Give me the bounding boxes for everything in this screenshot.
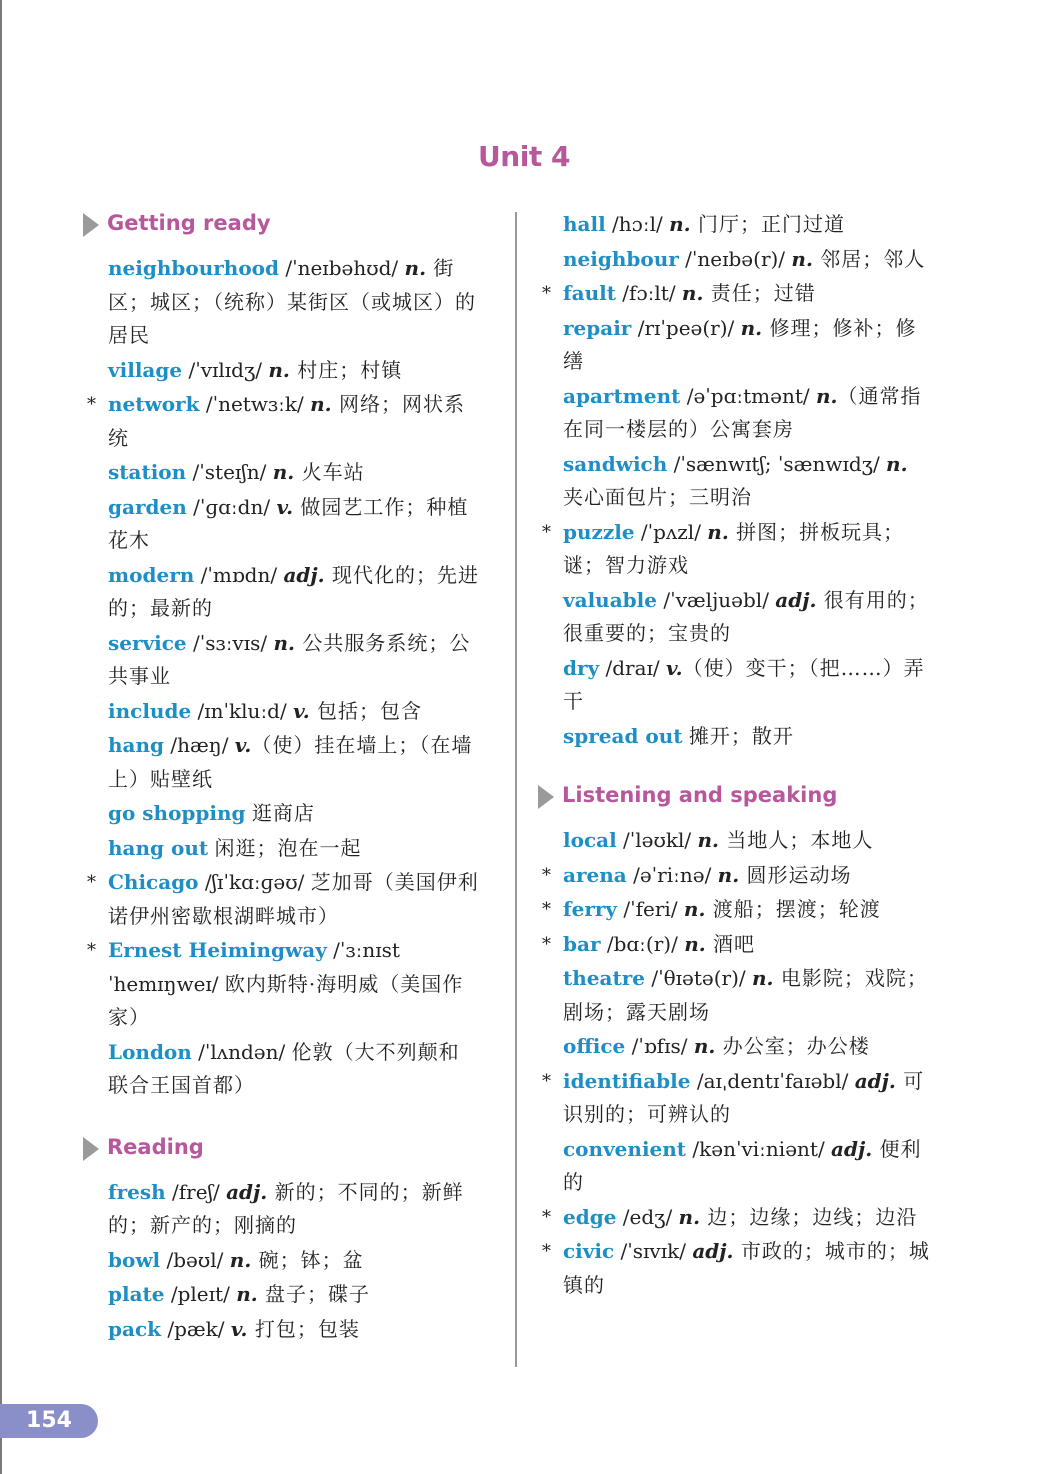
part-of-speech: n. xyxy=(684,931,706,956)
vocab-word: hall xyxy=(563,212,606,236)
page-number: 154 xyxy=(0,1404,98,1438)
key-word-star-icon: * xyxy=(542,933,551,955)
vocab-word: edge xyxy=(563,1204,617,1229)
pronunciation: /pæk/ xyxy=(160,1316,231,1341)
chinese-meaning: （通常指在同一楼层的）公寓套房 xyxy=(563,383,922,441)
key-word-star-icon: * xyxy=(542,283,551,304)
vocab-word: neighbourhood xyxy=(108,256,279,280)
chinese-meaning: 网络；网状系统 xyxy=(108,392,465,450)
vocab-word: local xyxy=(563,828,617,852)
chinese-meaning: 边；边缘；边线；边沿 xyxy=(700,1204,918,1229)
vocab-entry xyxy=(80,559,480,626)
vocab-word: garden xyxy=(108,494,187,519)
vocab-entry xyxy=(535,928,935,962)
chinese-meaning: 打包；包装 xyxy=(247,1316,360,1341)
vocab-entry xyxy=(535,312,935,379)
vocab-word: fresh xyxy=(108,1179,166,1204)
pronunciation: /rɪˈpeə(r)/ xyxy=(631,315,741,340)
part-of-speech: n. xyxy=(751,966,774,990)
vocab-entry xyxy=(80,491,480,558)
vocab-entry xyxy=(535,584,935,651)
part-of-speech: n. xyxy=(236,1282,258,1306)
vocab-entry xyxy=(535,243,935,277)
pronunciation: /ˈneɪbəhʊd/ xyxy=(279,256,405,280)
key-word-star-icon: * xyxy=(87,940,96,961)
chinese-meaning: 碗；钵；盆 xyxy=(251,1247,364,1272)
part-of-speech: n. xyxy=(268,357,290,382)
part-of-speech: v. xyxy=(234,733,252,757)
section-header-listening-speaking xyxy=(535,782,935,812)
chinese-meaning: 邻居；邻人 xyxy=(812,246,926,271)
part-of-speech: n. xyxy=(717,862,740,887)
chinese-meaning: 现代化的；先进的；最新的 xyxy=(108,562,479,620)
part-of-speech: v. xyxy=(293,698,310,723)
part-of-speech: n. xyxy=(669,212,691,236)
vocab-entry xyxy=(535,277,935,311)
chinese-meaning: 火车站 xyxy=(294,460,365,484)
chinese-meaning: 门厅；正门过道 xyxy=(690,212,845,236)
key-word-star-icon: * xyxy=(542,1206,551,1228)
chinese-meaning: 办公室；办公楼 xyxy=(715,1034,870,1058)
vocab-word: apartment xyxy=(563,383,681,408)
chinese-meaning: 公共服务系统；公共事业 xyxy=(108,630,471,688)
pronunciation: /edʒ/ xyxy=(616,1204,679,1229)
pronunciation: /ˈvɪlɪdʒ/ xyxy=(182,357,269,382)
part-of-speech: adj. xyxy=(226,1179,268,1204)
key-word-star-icon: * xyxy=(542,1241,551,1262)
vocab-entry xyxy=(535,824,935,858)
vocab-word: office xyxy=(563,1034,626,1058)
part-of-speech: n. xyxy=(229,1247,252,1272)
vocab-word: theatre xyxy=(563,966,645,990)
vocab-entry xyxy=(80,388,480,455)
chinese-meaning: 可识别的；可辨认的 xyxy=(563,1068,925,1126)
vocab-entry xyxy=(80,1036,480,1103)
section-header-reading xyxy=(80,1134,480,1164)
part-of-speech: n. xyxy=(683,897,706,921)
vocab-word: dry xyxy=(563,655,600,680)
chinese-meaning: 包括；包含 xyxy=(309,698,423,723)
triangle-bullet-icon xyxy=(83,1137,99,1161)
part-of-speech: n. xyxy=(815,383,838,408)
chinese-meaning: 伦敦（大不列颠和联合王国首都） xyxy=(108,1039,460,1097)
part-of-speech: adj. xyxy=(692,1239,734,1263)
section-title: Listening and speaking xyxy=(562,783,838,807)
vocab-entry xyxy=(80,866,480,933)
chinese-meaning: 责任；过错 xyxy=(703,281,816,305)
chinese-meaning: 渡船；摆渡；轮渡 xyxy=(705,897,881,921)
part-of-speech: n. xyxy=(740,315,763,340)
vocab-word: Ernest Heimingway xyxy=(108,938,327,962)
vocab-entry xyxy=(80,627,480,694)
vocab-entry xyxy=(80,456,480,490)
chinese-meaning: 当地人；本地人 xyxy=(719,828,874,852)
chinese-meaning: 夹心面包片；三明治 xyxy=(563,485,752,509)
part-of-speech: n. xyxy=(273,630,295,655)
chinese-meaning: 村庄；村镇 xyxy=(289,357,403,382)
pronunciation: /kənˈviːniənt/ xyxy=(686,1136,832,1161)
pronunciation: /ˈθɪətə(r)/ xyxy=(644,966,752,990)
vocab-entry xyxy=(80,252,480,353)
vocab-list-reading xyxy=(80,1176,480,1347)
vocab-entry xyxy=(80,1176,480,1243)
key-word-star-icon: * xyxy=(542,899,551,920)
chinese-meaning: 摊开；散开 xyxy=(688,723,794,748)
pronunciation: /hɔːl/ xyxy=(605,212,670,236)
part-of-speech: n. xyxy=(310,392,332,416)
chinese-meaning: 盘子；碟子 xyxy=(257,1282,371,1306)
page-frame-edge xyxy=(0,0,2,1474)
part-of-speech: n. xyxy=(678,1204,701,1229)
pronunciation: /ˈpʌzl/ xyxy=(634,519,708,544)
vocab-entry xyxy=(80,934,480,1035)
part-of-speech: n. xyxy=(272,460,295,484)
vocab-word: civic xyxy=(563,1239,615,1263)
chinese-meaning: 圆形运动场 xyxy=(739,862,852,887)
pronunciation: /əˈriːnə/ xyxy=(626,862,718,887)
part-of-speech: adj. xyxy=(854,1068,896,1093)
chinese-meaning: 市政的；城市的；城镇的 xyxy=(563,1239,930,1297)
part-of-speech: v. xyxy=(666,655,683,680)
chinese-meaning: 闲逛；泡在一起 xyxy=(214,835,362,860)
triangle-bullet-icon xyxy=(538,785,554,809)
part-of-speech: adj. xyxy=(283,562,325,587)
right-column xyxy=(535,208,935,1303)
vocab-word: London xyxy=(108,1039,192,1064)
chinese-meaning: （使）变干；（把……）弄干 xyxy=(563,655,925,713)
chinese-meaning: 逛商店 xyxy=(251,801,315,825)
key-word-star-icon: * xyxy=(87,872,96,893)
pronunciation: /əˈpɑːtmənt/ xyxy=(680,383,816,408)
column-divider xyxy=(515,212,517,1367)
vocab-entry xyxy=(535,859,935,893)
pronunciation: /draɪ/ xyxy=(599,655,667,680)
part-of-speech: n. xyxy=(886,451,908,476)
vocab-entry xyxy=(80,695,480,729)
vocab-entry xyxy=(535,1235,935,1302)
vocab-entry xyxy=(535,962,935,1029)
pronunciation: /pleɪt/ xyxy=(164,1282,237,1306)
pronunciation: /ˈləʊkl/ xyxy=(616,828,698,852)
vocab-word: go shopping xyxy=(108,801,246,825)
section-title: Reading xyxy=(107,1134,204,1159)
part-of-speech: v. xyxy=(230,1316,248,1341)
vocab-entry xyxy=(535,652,935,719)
chinese-meaning: 做园艺工作；种植花木 xyxy=(108,494,469,552)
pronunciation: /ˈlʌndən/ xyxy=(191,1039,292,1064)
vocab-entry xyxy=(535,448,935,515)
key-word-star-icon: * xyxy=(542,864,551,886)
pronunciation: /ˈnetwɜːk/ xyxy=(199,392,311,416)
vocab-entry xyxy=(535,208,935,242)
triangle-bullet-icon xyxy=(83,213,99,237)
vocab-word: station xyxy=(108,460,187,484)
section-title: Getting ready xyxy=(107,211,271,235)
chinese-meaning: 芝加哥（美国伊利诺伊州密歇根湖畔城市） xyxy=(108,870,479,928)
vocab-word: fault xyxy=(563,281,616,305)
vocab-word: neighbour xyxy=(563,246,679,271)
pronunciation: /ˈferi/ xyxy=(617,897,684,921)
vocab-word: valuable xyxy=(563,587,657,612)
vocab-entry xyxy=(535,1201,935,1235)
vocab-word: convenient xyxy=(563,1136,687,1161)
vocab-entry xyxy=(80,1313,480,1347)
pronunciation: /ˈsteɪʃn/ xyxy=(186,460,273,484)
vocab-entry xyxy=(80,729,480,796)
vocab-word: ferry xyxy=(563,897,618,921)
vocab-entry xyxy=(535,516,935,583)
chinese-meaning: 欧内斯特·海明威（美国作家） xyxy=(108,971,464,1029)
part-of-speech: n. xyxy=(791,246,813,271)
vocab-entry xyxy=(80,354,480,388)
part-of-speech: n. xyxy=(693,1034,716,1058)
pronunciation: /freʃ/ xyxy=(165,1179,227,1204)
part-of-speech: n. xyxy=(404,256,427,280)
pronunciation: /ˈɒfɪs/ xyxy=(625,1034,694,1058)
vocab-word: puzzle xyxy=(563,519,635,544)
vocab-entry xyxy=(535,1030,935,1064)
vocab-word: hang out xyxy=(108,835,209,860)
vocab-entry xyxy=(535,893,935,927)
vocab-entry xyxy=(535,720,935,754)
pronunciation: /ˈneɪbə(r)/ xyxy=(678,246,792,271)
vocab-entry xyxy=(80,1244,480,1278)
vocab-word: repair xyxy=(563,315,632,340)
pronunciation: /ˈmɒdn/ xyxy=(194,562,284,587)
vocab-word: hang xyxy=(108,733,165,757)
vocab-entry xyxy=(80,797,480,831)
unit-title: Unit 4 xyxy=(478,140,570,173)
chinese-meaning: 便利的 xyxy=(563,1136,922,1194)
chinese-meaning: 酒吧 xyxy=(705,931,756,956)
vocab-word: identifiable xyxy=(563,1068,691,1093)
vocab-word: service xyxy=(108,630,187,655)
pronunciation: /ˈɜːnɪst ˈhemɪŋweɪ/ xyxy=(108,938,400,996)
pronunciation: /ˈɡɑːdn/ xyxy=(186,494,277,519)
vocab-word: arena xyxy=(563,862,627,887)
pronunciation: /ˈvæljuəbl/ xyxy=(656,587,776,612)
part-of-speech: v. xyxy=(276,494,294,519)
chinese-meaning: （使）挂在墙上；（在墙上）贴壁纸 xyxy=(108,733,473,791)
vocab-entry xyxy=(535,380,935,447)
vocab-word: bowl xyxy=(108,1247,161,1272)
key-word-star-icon: * xyxy=(542,521,551,543)
vocab-word: network xyxy=(108,392,200,416)
vocab-entry xyxy=(535,1133,935,1200)
key-word-star-icon: * xyxy=(542,1070,551,1092)
key-word-star-icon: * xyxy=(87,394,96,415)
left-column xyxy=(80,210,480,1347)
part-of-speech: n. xyxy=(697,828,720,852)
part-of-speech: adj. xyxy=(775,587,817,612)
pronunciation: /ˈsænwɪtʃ; ˈsænwɪdʒ/ xyxy=(667,451,887,476)
pronunciation: /hæŋ/ xyxy=(164,733,235,757)
vocab-word: village xyxy=(108,357,183,382)
pronunciation: /aɪˌdentɪˈfaɪəbl/ xyxy=(690,1068,855,1093)
vocab-word: pack xyxy=(108,1316,161,1341)
chinese-meaning: 电影院；戏院；剧场；露天剧场 xyxy=(563,966,928,1024)
vocab-entry xyxy=(535,1065,935,1132)
vocab-word: spread out xyxy=(563,723,683,748)
pronunciation: /bɑː(r)/ xyxy=(600,931,685,956)
vocab-list-getting-ready xyxy=(80,252,480,1103)
chinese-meaning: 很有用的；很重要的；宝贵的 xyxy=(563,587,929,645)
vocab-word: sandwich xyxy=(563,451,668,476)
part-of-speech: n. xyxy=(681,281,704,305)
vocab-word: bar xyxy=(563,931,601,956)
pronunciation: /ˈsɜːvɪs/ xyxy=(186,630,274,655)
chinese-meaning: 修理；修补；修缮 xyxy=(563,315,917,373)
vocab-word: include xyxy=(108,698,192,723)
vocab-entry xyxy=(80,832,480,866)
vocab-word: Chicago xyxy=(108,870,199,894)
pronunciation: /fɔːlt/ xyxy=(615,281,682,305)
pronunciation: /ʃɪˈkɑːɡəʊ/ xyxy=(198,870,311,894)
part-of-speech: n. xyxy=(707,519,729,544)
vocab-word: modern xyxy=(108,562,195,587)
vocab-word: plate xyxy=(108,1282,165,1306)
chinese-meaning: 街区；城区；（统称）某街区（或城区）的居民 xyxy=(108,256,476,347)
chinese-meaning: 拼图；拼板玩具；谜；智力游戏 xyxy=(563,519,905,577)
pronunciation: /ɪnˈkluːd/ xyxy=(191,698,294,723)
part-of-speech: adj. xyxy=(831,1136,873,1161)
section-header-getting-ready xyxy=(80,210,480,240)
vocab-entry xyxy=(80,1278,480,1312)
pronunciation: /ˈsɪvɪk/ xyxy=(614,1239,693,1263)
chinese-meaning: 新的；不同的；新鲜的；新产的；刚摘的 xyxy=(108,1179,464,1237)
pronunciation: /bəʊl/ xyxy=(160,1247,230,1272)
vocab-list-listening-speaking xyxy=(535,824,935,1302)
vocab-list-reading-continued xyxy=(535,208,935,753)
